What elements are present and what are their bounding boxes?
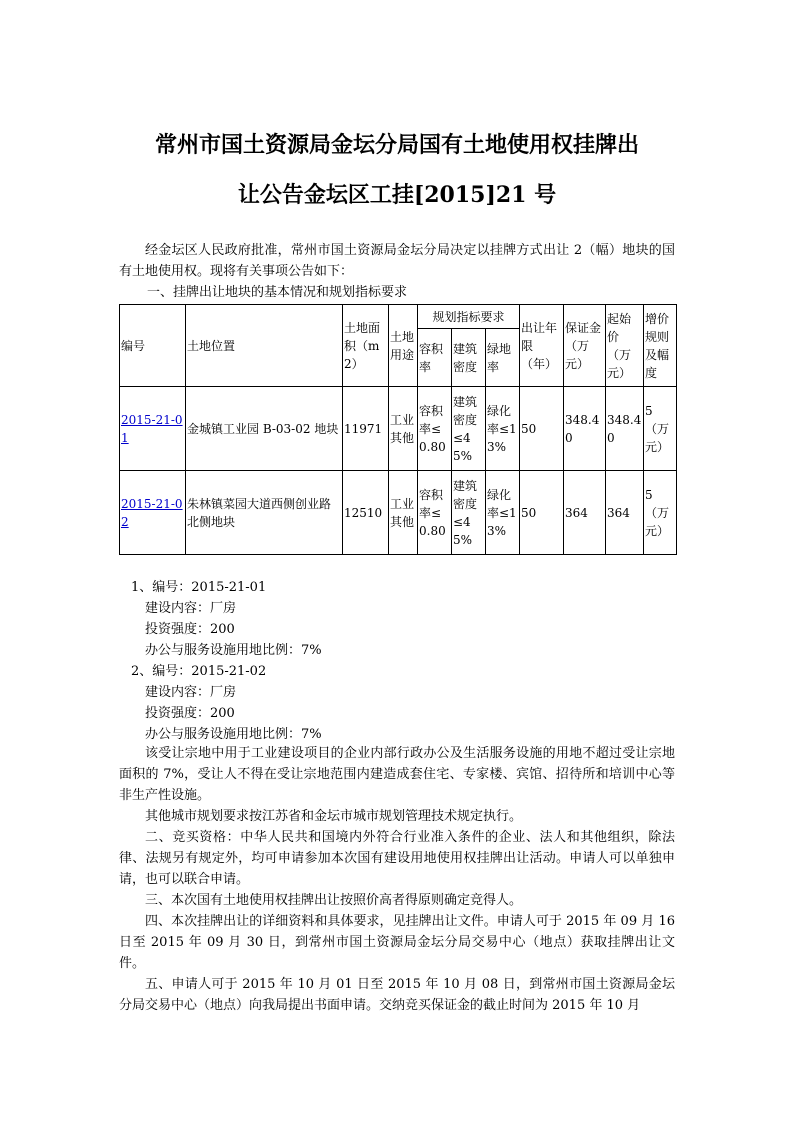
item-2-heading: 2、编号：2015-21-02: [131, 664, 267, 679]
parcel-green: 绿化率≤13%: [486, 471, 520, 555]
item-2-intensity: 投资强度：200: [145, 706, 235, 721]
header-area: 土地面积（m2）: [343, 305, 389, 387]
intro-paragraph: 经金坛区人民政府批准，常州市国土资源局金坛分局决定以挂牌方式出让 2（幅）地块的国有土地使用权。现将有关事项公告如下：: [119, 243, 675, 279]
parcel-green: 绿化率≤13%: [486, 387, 520, 471]
item-1-content: 建设内容：厂房: [145, 601, 237, 616]
section-1-heading: 一、挂牌出让地块的基本情况和规划指标要求: [147, 285, 408, 300]
parcel-start-price: 348.40: [606, 387, 644, 471]
parcel-use: 工业其他: [389, 471, 418, 555]
header-deposit: 保证金（万元）: [564, 305, 606, 387]
parcel-id-link[interactable]: 2015-21-01: [121, 412, 183, 445]
header-id: 编号: [120, 305, 186, 387]
section-2-paragraph: 二、竞买资格：中华人民共和国境内外符合行业准入条件的企业、法人和其他组织，除法律、法规另有规定外，均可申请参加本次国有建设用地使用权挂牌出让活动。申请人可以单独申请，也可以联合申请。: [119, 830, 675, 887]
parcel-density: 建筑密度≤45%: [452, 471, 486, 555]
parcel-term: 50: [520, 387, 564, 471]
table-header-row: [120, 305, 677, 329]
parcel-term: 50: [520, 471, 564, 555]
parcel-id-link[interactable]: 2015-21-02: [121, 496, 183, 529]
section-4-paragraph: 四、本次挂牌出让的详细资料和具体要求，见挂牌出让文件。申请人可于 2015 年 09 月 16 日至 2015 年 09 月 30 日，到常州市国土资源局金坛分局交易中心（地点）获取挂牌出让文件。: [119, 914, 675, 971]
item-1-heading: 1、编号：2015-21-01: [131, 580, 267, 595]
parcel-deposit: 364: [564, 471, 606, 555]
document-title-line-2: 让公告金坛区工挂[2015]21 号: [237, 182, 557, 208]
parcel-density: 建筑密度≤45%: [452, 387, 486, 471]
header-start-price: 起始价（万元）: [606, 305, 644, 387]
header-location: 土地位置: [186, 305, 343, 387]
parcel-use: 工业其他: [389, 387, 418, 471]
parcel-deposit: 348.40: [564, 387, 606, 471]
section-5-paragraph: 五、申请人可于 2015 年 10 月 01 日至 2015 年 10 月 08 日，到常州市国土资源局金坛分局交易中心（地点）向我局提出书面申请。交纳竞买保证金的截止时间为 2015 年 10 月: [119, 977, 675, 1013]
planning-rules-paragraph: 其他城市规划要求按江苏省和金坛市城市规划管理技术规定执行。: [145, 809, 523, 824]
parcel-location: 朱林镇菜园大道西侧创业路北侧地块: [186, 471, 343, 555]
section-3-paragraph: 三、本次国有土地使用权挂牌出让按照价高者得原则确定竞得人。: [145, 893, 523, 908]
header-term: 出让年限（年）: [520, 305, 564, 387]
parcel-location: 金城镇工业园 B-03-02 地块: [186, 387, 343, 471]
parcel-area: 12510: [343, 471, 389, 555]
parcel-far: 容积率≤0.80: [418, 387, 452, 471]
header-increment: 增价规则及幅度: [644, 305, 677, 387]
office-ratio-paragraph: 该受让宗地中用于工业建设项目的企业内部行政办公及生活服务设施的用地不超过受让宗地面积的 7%，受让人不得在受让宗地范围内建造成套住宅、专家楼、宾馆、招待所和培训中心等非生产性设施。: [119, 746, 675, 803]
parcel-increment: 5（万元）: [644, 471, 677, 555]
header-far: 容积率: [418, 329, 452, 387]
header-density: 建筑密度: [452, 329, 486, 387]
document-title-line-1: 常州市国土资源局金坛分局国有土地使用权挂牌出: [154, 132, 639, 158]
land-parcel-table: [119, 304, 677, 555]
header-planning: 规划指标要求: [418, 305, 520, 329]
item-2-ratio: 办公与服务设施用地比例：7%: [145, 727, 322, 742]
parcel-increment: 5（万元）: [644, 387, 677, 471]
table-row: [120, 471, 677, 555]
table-row: [120, 387, 677, 471]
item-1-intensity: 投资强度：200: [145, 622, 235, 637]
item-1-ratio: 办公与服务设施用地比例：7%: [145, 643, 322, 658]
header-green: 绿地率: [486, 329, 520, 387]
parcel-start-price: 364: [606, 471, 644, 555]
item-2-content: 建设内容：厂房: [145, 685, 237, 700]
header-use: 土地用途: [389, 305, 418, 387]
parcel-area: 11971: [343, 387, 389, 471]
parcel-far: 容积率≤0.80: [418, 471, 452, 555]
